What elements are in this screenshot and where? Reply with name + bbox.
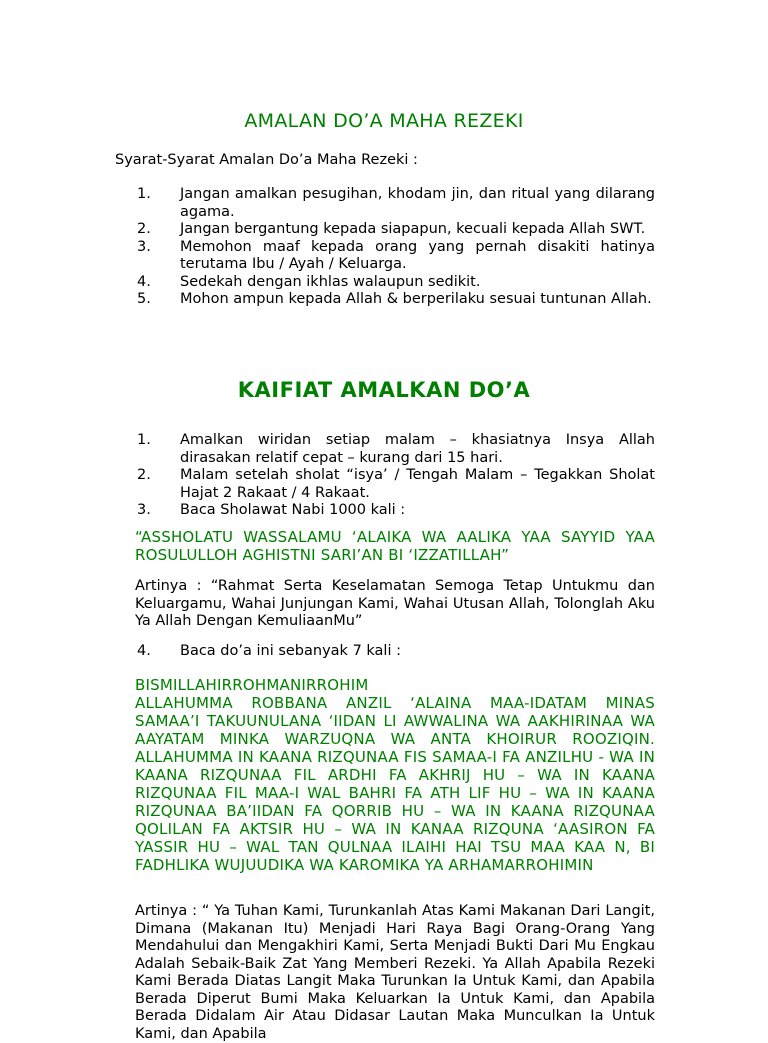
kaifiat-heading: KAIFIAT AMALKAN DO’A (237, 378, 531, 402)
list-text: Jangan bergantung kepada siapapun, kecuali kepada Allah SWT. (180, 221, 646, 237)
list-text: Sedekah dengan ikhlas walaupun sedikit. (180, 273, 481, 290)
list-text: Memohon maaf kepada orang yang pernah disakiti hatinya terutama Ibu / Ayah / Keluarga. (180, 238, 655, 272)
list-item (137, 502, 655, 520)
step-4 (137, 643, 401, 659)
list-text: Jangan amalkan pesugihan, khodam jin, dan ritual yang dilarang agama. (180, 186, 655, 220)
list-text: Baca do’a ini sebanyak 7 kali : (180, 643, 401, 659)
list-number: 5. (137, 291, 151, 307)
list-number: 2. (137, 467, 151, 483)
list-number: 4. (137, 273, 151, 290)
list-number: 1. (137, 186, 151, 202)
syarat-list (137, 186, 655, 309)
doa-text: ALLAHUMMA ROBBANA ANZIL ‘ALAINA MAA-IDATAM MINAS SAMAA’I TAKUUNULANA ‘IIDAN LI AWWALINA WA AAKHIRINAA WA AAYATAM MINKA WARZUQNA WA ANTA KHOIRUR ROOZIQIN. ALLAHUMMA IN KAANA RIZQUNAA FIS SAMAA-I FA ANZILHU - WA IN KAANA RIZQUNAA FIL ARDHI FA AKHRIJ HU – WA IN KAANA RIZQUNAA FIL MAA-I WAL BAHRI FA ATH LIF HU – WA IN KAANA RIZQUNAA BA’IIDAN FA QORRIB HU – WA IN KAANA RIZQUNAA QOLILAN FA AKTSIR HU – WA IN KANAA RIZQUNA ‘AASIRON FA YASSIR HU – WAL TAN QULNAA ILAIHI HAI TSU MAA KAA N, BI FADHLIKA WUJUUDIKA WA KAROMIKA YA ARHAMARROHIMIN (135, 694, 655, 874)
list-text: Amalkan wiridan setiap malam – khasiatnya Insya Allah dirasakan relatif cepat – kurang dari 15 hari. (180, 432, 655, 466)
list-number: 4. (137, 643, 151, 659)
list-item (137, 274, 655, 292)
list-item (137, 221, 655, 239)
kaifiat-list (137, 432, 655, 520)
list-text: Mohon ampun kepada Allah & berperilaku sesuai tuntunan Allah. (180, 291, 652, 307)
list-number: 3. (137, 238, 151, 255)
list-text: Baca Sholawat Nabi 1000 kali : (180, 502, 406, 518)
sholawat-translation: Artinya : “Rahmat Serta Keselamatan Semoga Tetap Untukmu dan Keluargamu, Wahai Junjungan Kami, Wahai Utusan Allah, Tolonglah Aku Ya Allah Dengan KemuliaanMu” (135, 578, 655, 629)
list-item (137, 467, 655, 502)
list-item (137, 291, 655, 309)
list-number: 1. (137, 432, 151, 448)
doa-block (135, 676, 655, 874)
sholawat-text: “ASSHOLATU WASSALAMU ‘ALAIKA WA AALIKA YAA SAYYID YAA ROSULULLOH AGHISTNI SARI’AN BI ‘IZZATILLAH” (135, 528, 655, 564)
syarat-subtitle: Syarat-Syarat Amalan Do’a Maha Rezeki : (115, 152, 418, 168)
doa-translation: Artinya : “ Ya Tuhan Kami, Turunkanlah Atas Kami Makanan Dari Langit, Dimana (Makanan Itu) Menjadi Hari Raya Bagi Orang-Orang Yang Mendahului dan Mengakhiri Kami, Serta Menjadi Bukti Dari Mu Engkau Adalah Sebaik-Baik Zat Yang Memberi Rezeki. Ya Allah Apabila Rezeki Kami Berada Diatas Langit Maka Turunkan Ia Untuk Kami, dan Apabila Berada Diperut Bumi Maka Keluarkan Ia Untuk Kami, dan Apabila Berada Didalam Air Atau Didasar Lautan Maka Munculkan Ia Untuk Kami, dan Apabila (135, 903, 655, 1042)
list-item (137, 186, 655, 221)
basmalah: BISMILLAHIRROHMANIRROHIM (135, 676, 369, 694)
list-text: Malam setelah sholat “isya’ / Tengah Malam – Tegakkan Sholat Hajat 2 Rakaat / 4 Rakaat. (180, 467, 655, 501)
document-title: AMALAN DO’A MAHA REZEKI (244, 110, 524, 132)
list-item (137, 432, 655, 467)
list-number: 2. (137, 221, 151, 237)
list-number: 3. (137, 502, 151, 518)
list-item (137, 239, 655, 274)
